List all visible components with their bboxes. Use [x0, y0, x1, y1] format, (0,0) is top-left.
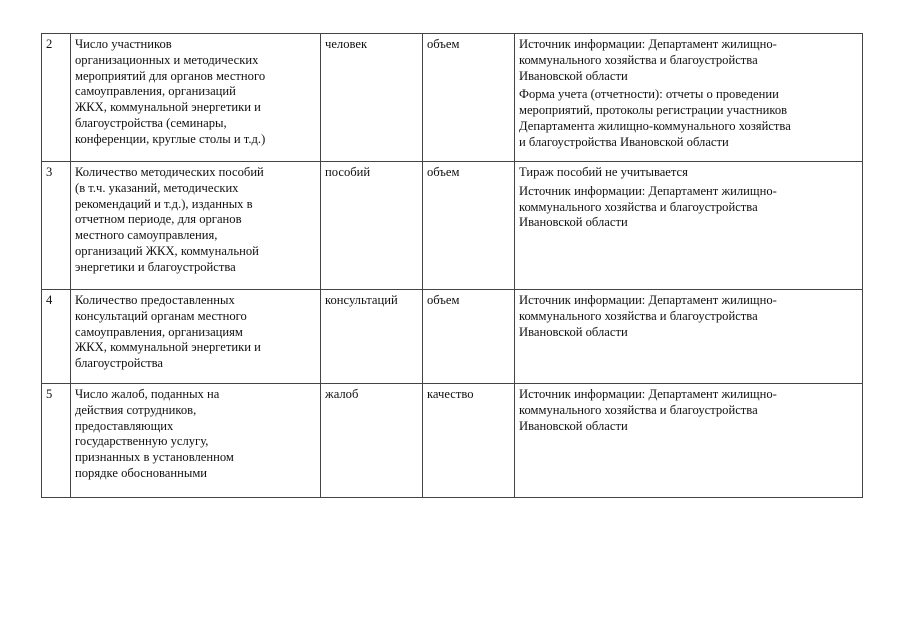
row-number [42, 162, 71, 290]
row-number-text: 3 [46, 165, 53, 179]
table-row [42, 162, 863, 290]
indicator-notes [515, 290, 863, 384]
indicator-notes [515, 162, 863, 290]
row-number [42, 290, 71, 384]
table-row [42, 34, 863, 162]
type-text: объем [427, 293, 460, 307]
unit-text: человек [325, 37, 368, 51]
table-row [42, 384, 863, 498]
indicator-name [71, 384, 321, 498]
unit-of-measure [321, 290, 423, 384]
indicators-table [41, 33, 863, 498]
unit-text: пособий [325, 165, 371, 179]
note-paragraph: Источник информации: Департамент жилищно- коммунального хозяйства и благоустройства Ивановской области [519, 37, 777, 83]
row-number [42, 34, 71, 162]
unit-of-measure [321, 34, 423, 162]
unit-of-measure [321, 384, 423, 498]
indicator-type [423, 162, 515, 290]
note-paragraph: Источник информации: Департамент жилищно- коммунального хозяйства и благоустройства Ивановской области [519, 183, 777, 230]
indicator-type [423, 290, 515, 384]
type-text: качество [427, 387, 474, 401]
indicator-name [71, 290, 321, 384]
note-paragraph: Тираж пособий не учитывается [519, 165, 688, 179]
unit-of-measure [321, 162, 423, 290]
note-paragraph: Источник информации: Департамент жилищно- коммунального хозяйства и благоустройства Ивановской области [519, 293, 777, 339]
indicator-name-text: Количество предоставленных консультаций органам местного самоуправления, организациям ЖКХ, коммунальной энергетики и благоустройства [75, 293, 261, 371]
row-number-text: 2 [46, 37, 53, 51]
table-row [42, 290, 863, 384]
indicator-type [423, 34, 515, 162]
indicator-name-text: Число жалоб, поданных на действия сотрудников, предоставляющих государственную услугу, признанных в установленном порядке обоснованными [75, 387, 234, 480]
note-paragraph: Форма учета (отчетности): отчеты о проведении мероприятий, протоколы регистрации участников Департамента жилищно-коммунального хозяйства и благоустройства Ивановской области [519, 87, 791, 149]
note-paragraph: Источник информации: Департамент жилищно- коммунального хозяйства и благоустройства Ивановской области [519, 387, 777, 433]
row-number [42, 384, 71, 498]
indicator-notes [515, 34, 863, 162]
type-text: объем [427, 165, 460, 179]
row-number-text: 5 [46, 387, 53, 401]
indicator-type [423, 384, 515, 498]
indicator-notes [515, 384, 863, 498]
type-text: объем [427, 37, 460, 51]
row-number-text: 4 [46, 293, 53, 307]
indicator-name [71, 34, 321, 162]
indicator-name [71, 162, 321, 290]
unit-text: консультаций [325, 293, 398, 307]
indicator-name-text: Число участников организационных и методических мероприятий для органов местного самоуправления, организаций ЖКХ, коммунальной энергетики и благоустройства (семинары, конференции, круглые столы и т.д.) [75, 37, 266, 146]
indicator-name-text: Количество методических пособий (в т.ч. указаний, методических рекомендаций и т.д.), изданных в отчетном периоде, для органов местного самоуправления, организаций ЖКХ, коммунальной энергетики и благоустройства [75, 165, 264, 274]
unit-text: жалоб [325, 387, 359, 401]
